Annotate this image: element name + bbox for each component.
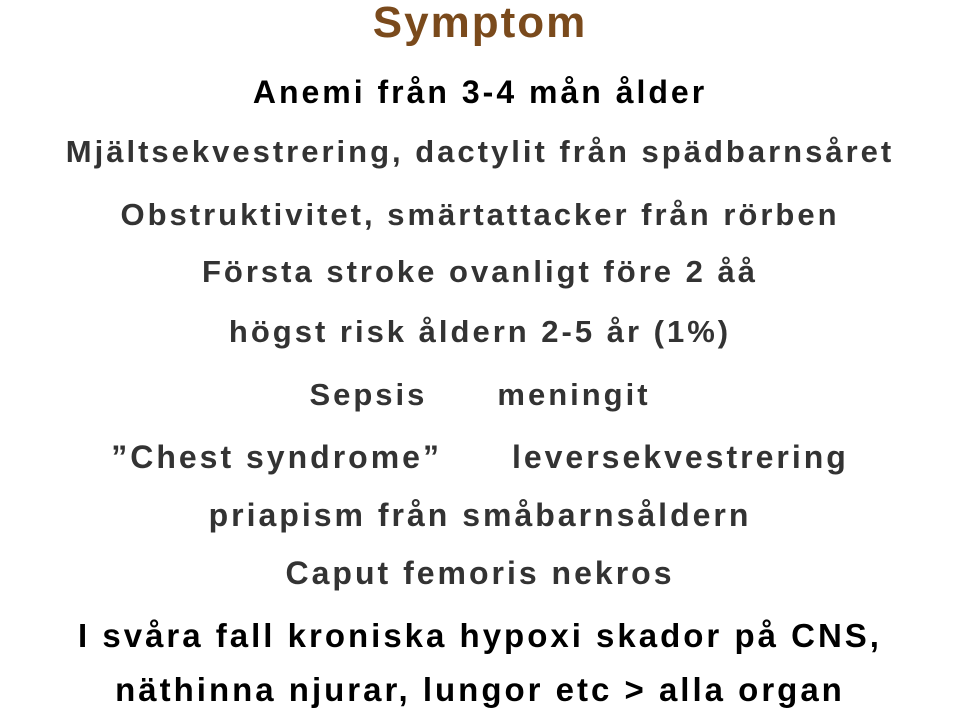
symptom-line-infection — [0, 375, 960, 415]
symptom-liver-sequestration: leversekvestrering — [511, 439, 849, 475]
symptom-sepsis: Sepsis — [309, 377, 428, 412]
symptom-line-hypoxia-cns: I svåra fall kroniska hypoxi skador på CNS, — [78, 617, 882, 654]
symptom-line-spleen: Mjältsekvestrering, dactylit från spädbarnsåret — [65, 134, 895, 169]
symptom-line-chest — [0, 437, 960, 477]
symptom-line-stroke-risk: högst risk åldern 2-5 år (1%) — [228, 314, 732, 349]
symptom-line-obstruction: Obstruktivitet, smärtattacker från rörben — [120, 197, 840, 232]
symptom-line-organs: näthinna njurar, lungor etc > alla organ — [115, 671, 845, 708]
symptom-line-stroke: Första stroke ovanligt före 2 åå — [202, 254, 758, 289]
symptom-meningitis: meningit — [497, 377, 651, 412]
symptom-line-anemia: Anemi från 3-4 mån ålder — [252, 74, 708, 110]
symptom-line-femoral-necrosis: Caput femoris nekros — [285, 555, 675, 591]
symptom-line-priapism: priapism från småbarnsåldern — [208, 497, 752, 533]
slide-title: Symptom — [372, 0, 588, 47]
symptom-chest-syndrome: ”Chest syndrome” — [111, 439, 442, 475]
